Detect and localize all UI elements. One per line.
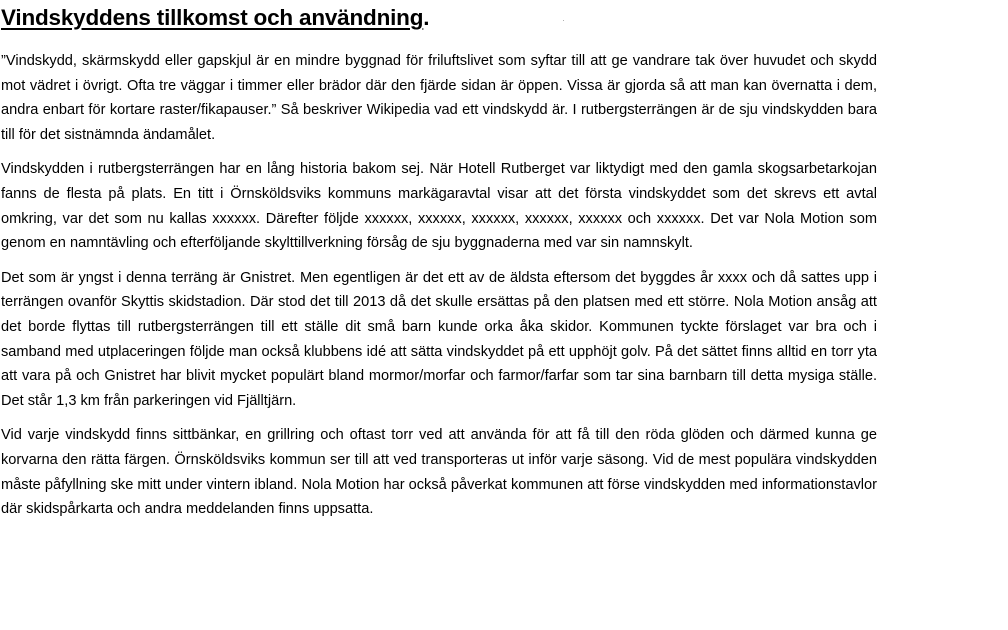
title-text: Vindskyddens tillkomst och användning [1, 5, 424, 30]
paragraph-gnistret: Det som är yngst i denna terräng är Gnistret. Men egentligen är det ett av de äldsta eftersom det byggdes år xxxx och då sattes upp i terrängen ovanför Skyttis skidstadion. Där stod det till 2013 då det skulle ersättas på den platsen med ett större. Nola Motion ansåg att det borde flyttas till rutbergsterrängen till ett ställe dit små barn kunde orka åka skidor. Kommunen tyckte förslaget var bra och i samband med utplaceringen följde man också klubbens idé att sätta vindskyddet på ett upphöjt golv. På det sättet finns alltid en torr yta att vara på och Gnistret har blivit mycket populärt bland mormor/morfar och farmor/farfar som tar sina barnbarn till detta mysiga ställe. Det står 1,3 km från parkeringen vid Fjälltjärn. [1, 269, 877, 409]
paragraph-wikipedia-quote: ”Vindskydd, skärmskydd eller gapskjul är en mindre byggnad för friluftslivet som syftar till att ge vandrare tak över huvudet och skydd mot vädret i övrigt. Ofta tre väggar i timmer eller brädor där den fjärde sidan är öppen. Vissa är gjorda så att man kan övernatta i dem, andra enbart för kortare raster/fikapauser.” Så beskriver Wikipedia vad ett vindskydd är. I rutbergsterrängen är de sju vindskydden bara till för det sistnämnda ändamålet. [1, 53, 877, 143]
stray-mark [563, 20, 564, 21]
title-period: . [423, 5, 430, 30]
paragraph-facilities: Vid varje vindskydd finns sittbänkar, en grillring och oftast torr ved att använda för att få till den röda glöden och därmed kunna ge korvarna den rätta färgen. Örnsköldsviks kommun ser till att ved transporteras ut inför varje säsong. Vid de mest populära vindskydden måste påfyllning ske mitt under vintern ibland. Nola Motion har också påverkat kommunen att förse vindskydden med informationstavlor där skidspårkarta och andra meddelanden finns uppsatta. [1, 427, 877, 518]
document-title [1, 5, 877, 31]
paragraph-history: Vindskydden i rutbergsterrängen har en lång historia bakom sej. När Hotell Rutberget var liktydigt med den gamla skogsarbetarkojan fanns de flesta på plats. En titt i Örnsköldsviks kommuns markägaravtal visar att det första vindskyddet som det skrevs ett avtal omkring, var det som nu kallas xxxxxx. Därefter följde xxxxxx, xxxxxx, xxxxxx, xxxxxx, xxxxxx och xxxxxx. Det var Nola Motion som genom en namntävling och efterföljande skylttillverkning försåg de sju byggnaderna med var sin namnskylt. [1, 161, 877, 252]
